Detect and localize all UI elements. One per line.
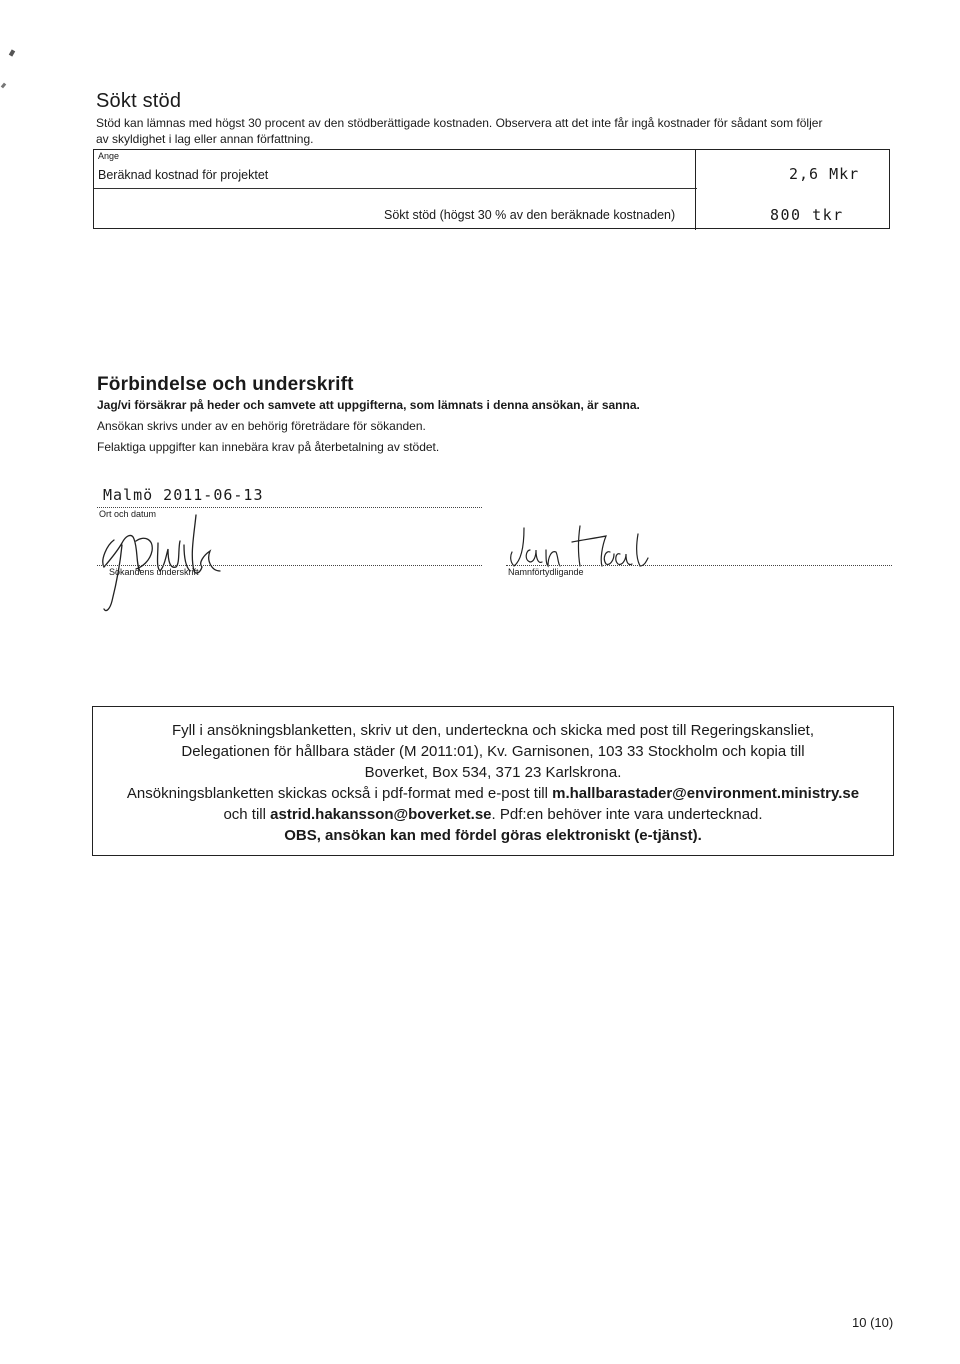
requested-support-label: Sökt stöd (högst 30 % av den beräknade kostnaden): [384, 208, 676, 222]
submission-notice: [92, 706, 894, 856]
place-date-value: Malmö 2011-06-13: [103, 486, 264, 504]
notice-line-1: Fyll i ansökningsblanketten, skriv ut den, underteckna och skicka med post till Regeringskansliet,: [172, 722, 814, 739]
notice-line-3: Boverket, Box 534, 371 23 Karlskrona.: [364, 764, 622, 781]
notice-line-5-prefix: och till: [223, 806, 271, 823]
notice-line-4: [93, 783, 893, 804]
requested-support-value: 800 tkr: [770, 206, 844, 224]
notice-line-5: [93, 804, 893, 825]
intro-text-line-2: av skyldighet i lag eller annan författning.: [96, 132, 314, 146]
place-date-label: Ort och datum: [99, 509, 157, 519]
section-title-commitment: Förbindelse och underskrift: [97, 374, 354, 395]
notice-line-5-suffix: . Pdf:en behöver inte vara undertecknad.: [491, 806, 763, 823]
notice-line-6: OBS, ansökan kan med fördel göras elektroniskt (e-tjänst).: [284, 827, 702, 844]
notice-line-4-text: Ansökningsblanketten skickas också i pdf-format med e-post till: [126, 785, 553, 802]
page-number: 10 (10): [852, 1315, 894, 1330]
scan-mark: [1, 83, 7, 89]
commitment-line-3: Felaktiga uppgifter kan innebära krav på återbetalning av stödet.: [97, 440, 440, 454]
cost-table: [93, 149, 890, 229]
ministry-email-link[interactable]: m.hallbarastader@environment.ministry.se: [552, 785, 860, 802]
boverket-email-link[interactable]: astrid.hakansson@boverket.se: [270, 806, 492, 823]
ange-label: Ange: [98, 151, 120, 161]
name-clarification-line: [506, 565, 892, 566]
projected-cost-label: Beräknad kostnad för projektet: [98, 168, 269, 182]
scan-mark: [9, 49, 15, 56]
applicant-signature-line: [97, 565, 482, 566]
applicant-signature-label: Sökandens underskrift: [109, 567, 199, 577]
commitment-line-2: Ansökan skrivs under av en behörig företrädare för sökanden.: [97, 419, 426, 433]
notice-line-2: Delegationen för hållbara städer (M 2011:01), Kv. Garnisonen, 103 33 Stockholm och kopia till: [181, 743, 805, 760]
commitment-line-1: Jag/vi försäkrar på heder och samvete att uppgifterna, som lämnats i denna ansökan, är sanna.: [97, 398, 640, 412]
applicant-signature-image: [92, 505, 237, 620]
name-clarification-label: Namnförtydligande: [508, 567, 584, 577]
projected-cost-value: 2,6 Mkr: [789, 165, 860, 183]
intro-text-line-1: Stöd kan lämnas med högst 30 procent av den stödberättigade kostnaden. Observera att det inte får ingå kostnader för sådant som följer: [96, 116, 823, 130]
section-title-sokt-stod: Sökt stöd: [96, 90, 182, 112]
